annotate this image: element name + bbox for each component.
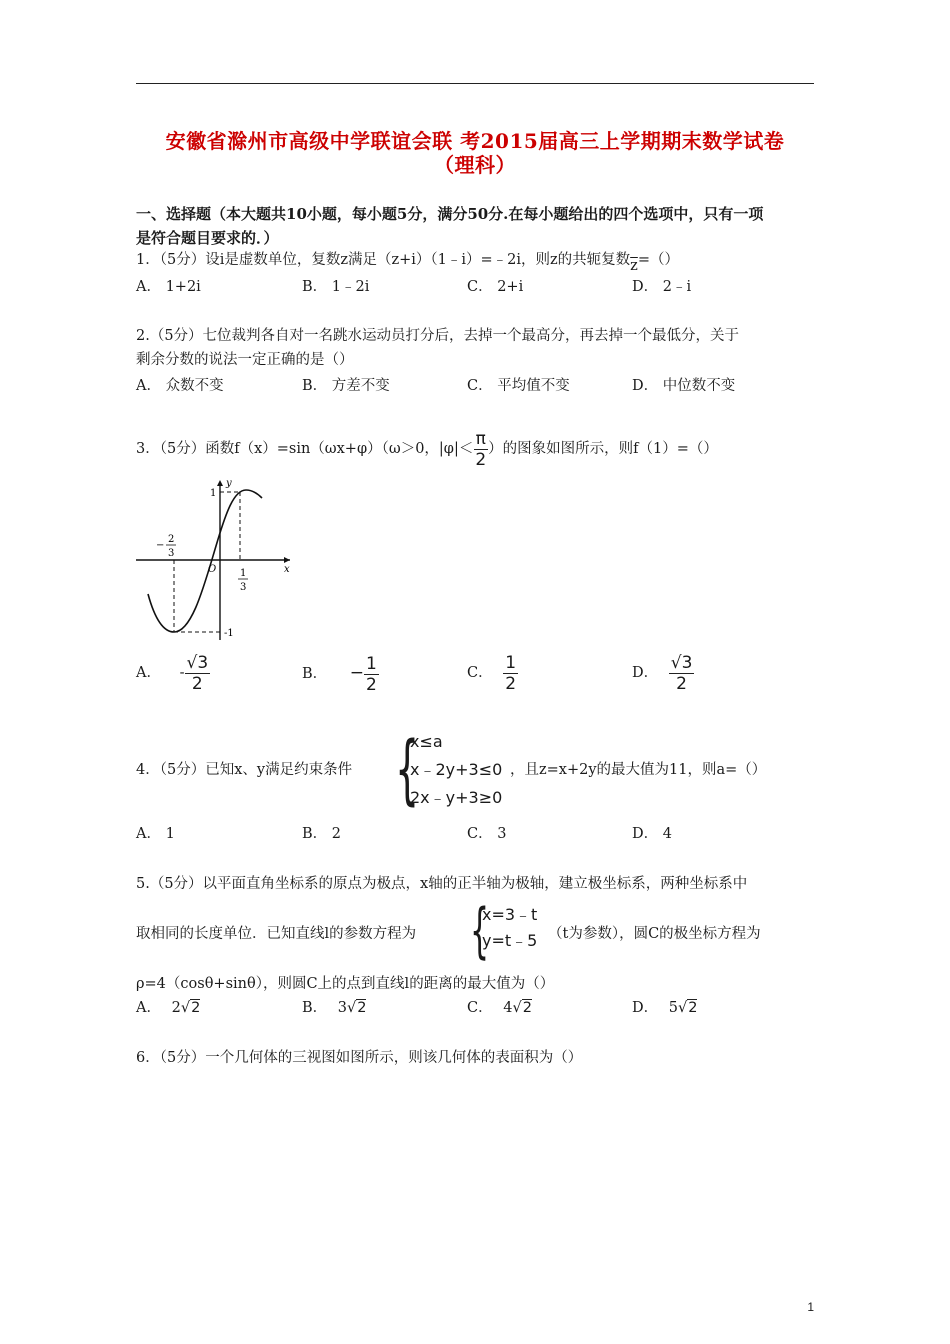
y-axis-label: y: [226, 478, 232, 489]
q3-option-d-frac: [669, 653, 695, 694]
q5-option-d-coef: 5: [668, 1000, 678, 1016]
q2-option-b: B． 方差不变: [302, 378, 390, 394]
q3-option-d-num: √3: [670, 652, 693, 673]
q3-option-d: [632, 650, 694, 696]
q5-option-c-rad: 2: [522, 1000, 532, 1016]
q1-stem-tail: =（）: [637, 252, 679, 268]
q5-option-c-coef: 4: [503, 1000, 513, 1016]
q5-option-d-rad: 2: [688, 1000, 698, 1016]
q4-option-c: C． 3: [467, 826, 507, 842]
page-number: 1: [807, 1300, 814, 1314]
q4-constraint-3: 2x﹣y+3≥0: [410, 788, 503, 807]
q4-stem-tail: ，且z=x+2y的最大值为11，则a=（）: [510, 762, 767, 778]
q5-stem-line3: ρ=4（cosθ+sinθ），则圆C上的点到直线l的距离的最大值为（）: [136, 976, 555, 992]
q1-option-d: D． 2﹣i: [632, 279, 692, 295]
q5-option-a: [136, 998, 200, 1018]
q3-stem-text: 3．（5分）函数f（x）=sin（ωx+φ）（ω＞0，|φ|＜: [136, 441, 474, 457]
origin-label: O: [208, 564, 217, 575]
x-axis-label: x: [284, 564, 290, 575]
q5-option-d-sqrt: √2: [677, 1000, 698, 1016]
q5-option-a-rad: 2: [191, 1000, 201, 1016]
q3-option-b: [302, 650, 379, 697]
q3-option-c-frac: [503, 653, 518, 694]
header-rule: [136, 83, 814, 84]
q3-two: 2: [475, 449, 487, 470]
q5-param-y: y=t﹣5: [482, 931, 538, 950]
q1-option-a: A． 1+2i: [136, 279, 201, 295]
q5-param-x: x=3﹣t: [482, 905, 538, 924]
q3-option-c: [467, 650, 518, 696]
sine-curve: [148, 490, 262, 632]
q3-option-c-den: 2: [505, 673, 517, 694]
q6-stem: 6．（5分）一个几何体的三视图如图所示，则该几何体的表面积为（）: [136, 1050, 583, 1066]
y-axis-arrow: [217, 480, 223, 486]
q3-option-a-sign: -: [179, 665, 185, 681]
q2-stem-line2: 剩余分数的说法一定正确的是（）: [136, 352, 354, 368]
q1-stem: [136, 250, 679, 274]
q5-stem-line1: 5.（5分）以平面直角坐标系的原点为极点，x轴的正半轴为极轴，建立极坐标系，两种坐标系中: [136, 876, 748, 892]
q3-option-a-letter: A．: [136, 665, 161, 681]
q3-option-c-num: 1: [505, 652, 517, 673]
q3-option-b-frac: [364, 654, 379, 695]
q3-option-d-letter: D．: [632, 665, 659, 681]
q4-option-d: D． 4: [632, 826, 672, 842]
section-header-line2: 是符合题目要求的．）: [136, 229, 279, 247]
q3-pi: π: [475, 428, 486, 449]
section-header-line1: 一、选择题（本大题共10小题，每小题5分，满分50分.在每小题给出的四个选项中，只有一项: [136, 205, 764, 223]
left-tick-sign: −: [156, 540, 165, 551]
paper-title-line2: （理科）: [434, 153, 516, 177]
q5-option-c: [467, 998, 532, 1018]
q5-option-c-sqrt: √2: [512, 1000, 532, 1016]
right-tick-num: 1: [240, 568, 247, 579]
q5-option-b-sqrt: √2: [347, 1000, 367, 1016]
q3-option-a-den: 2: [191, 673, 203, 694]
q1-option-c: C． 2+i: [467, 279, 524, 295]
q4-stem: 4．（5分）已知x、y满足约束条件: [136, 762, 353, 778]
q4-constraint-2: x﹣2y+3≤0: [410, 760, 503, 779]
q3-option-b-letter: B．: [302, 666, 328, 682]
q5-option-a-letter: A．: [136, 1000, 161, 1016]
q1-option-b: B． 1﹣2i: [302, 279, 370, 295]
q4-brace: {: [395, 724, 420, 813]
q3-option-a-num: √3: [186, 652, 209, 673]
q2-option-c: C． 平均值不变: [467, 378, 570, 394]
paper-title-line1: 安徽省滁州市高级中学联谊会联 考2015届高三上学期期末数学试卷: [165, 129, 785, 153]
q2-stem-line1: 2.（5分）七位裁判各自对一名跳水运动员打分后，去掉一个最高分，再去掉一个最低分，关于: [136, 328, 740, 344]
right-tick-den: 3: [240, 582, 247, 593]
q5-option-b-rad: 2: [357, 1000, 367, 1016]
q3-pi-over-2: [473, 429, 488, 470]
q5-stem-line2-tail: （t为参数），圆C的极坐标方程为: [548, 926, 761, 942]
left-tick-num: 2: [168, 534, 175, 545]
q2-option-d: D． 中位数不变: [632, 378, 736, 394]
q5-option-d-letter: D．: [632, 1000, 659, 1016]
q3-option-a-frac: [185, 653, 211, 694]
q3-option-d-den: 2: [676, 673, 687, 694]
q3-option-b-sign: −: [349, 663, 365, 683]
left-tick-den: 3: [168, 548, 175, 559]
q3-option-b-num: 1: [366, 653, 377, 674]
q4-constraint-1: x≤a: [410, 732, 443, 751]
q3-stem-tail: ）的图象如图所示，则f（1）=（）: [488, 441, 718, 457]
q5-option-a-sqrt: √2: [180, 1000, 201, 1016]
q5-option-b: [302, 998, 366, 1018]
y-neg-one-label: -1: [224, 628, 234, 639]
q1-z-conjugate: $\overline{z}$: [630, 258, 638, 274]
q3-sine-graph: [134, 476, 296, 642]
q3-option-b-den: 2: [366, 674, 377, 695]
x-axis-arrow: [284, 557, 290, 563]
q5-option-a-coef: 2: [171, 1000, 181, 1016]
q4-option-b: B． 2: [302, 826, 341, 842]
q4-option-a: A． 1: [136, 826, 175, 842]
q5-brace: {: [470, 896, 490, 966]
q3-stem: [136, 427, 718, 471]
y-one-label: 1: [210, 488, 217, 499]
q5-option-b-letter: B．: [302, 1000, 328, 1016]
q5-stem-line2: 取相同的长度单位．已知直线l的参数方程为: [136, 926, 417, 942]
q2-option-a: A． 众数不变: [136, 378, 224, 394]
q3-option-a: [136, 650, 210, 696]
q5-option-c-letter: C．: [467, 1000, 493, 1016]
q5-option-d: [632, 998, 697, 1018]
q5-option-b-coef: 3: [337, 1000, 347, 1016]
q1-stem-text: 1．（5分）设i是虚数单位，复数z满足（z+i）（1﹣i）=﹣2i，则z的共轭复数: [136, 252, 631, 268]
q4-system: [410, 728, 502, 812]
q5-system: [482, 902, 537, 954]
q3-option-c-letter: C．: [467, 665, 493, 681]
